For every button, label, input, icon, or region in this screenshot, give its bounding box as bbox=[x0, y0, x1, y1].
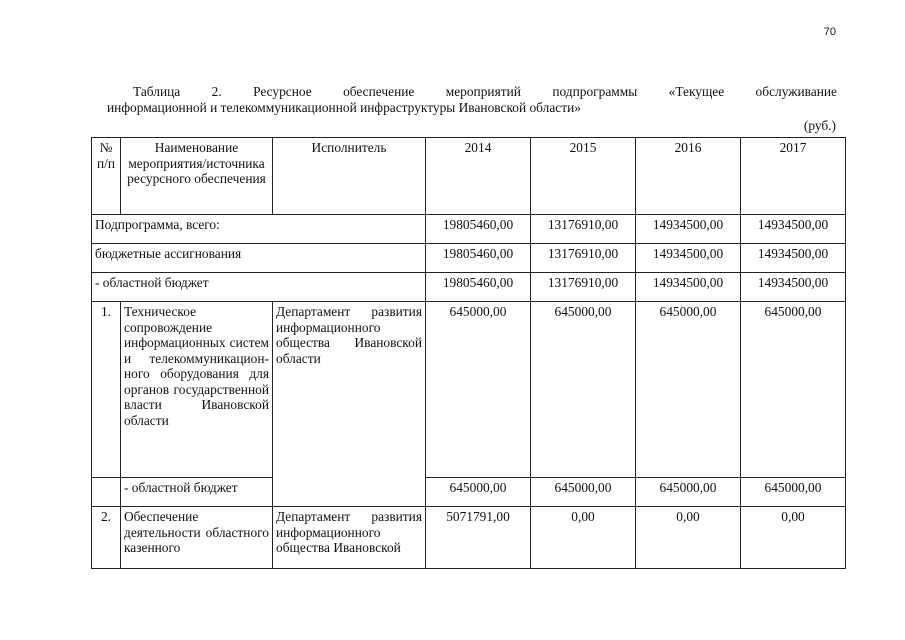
cell-2017: 645000,00 bbox=[741, 302, 846, 478]
row-label: Подпрограмма, всего: bbox=[92, 215, 426, 244]
header-2015: 2015 bbox=[531, 138, 636, 215]
item-number: 2. bbox=[92, 507, 121, 569]
header-2016: 2016 bbox=[636, 138, 741, 215]
row-label: - областной бюджет bbox=[121, 478, 273, 507]
cell-2017: 0,00 bbox=[741, 507, 846, 569]
row-subprogram-total bbox=[92, 215, 846, 244]
item-executor: Департамент развития информационного общества Ивановской bbox=[273, 507, 426, 569]
row-item-2 bbox=[92, 507, 846, 569]
cell-2014: 645000,00 bbox=[426, 302, 531, 478]
cell-2017: 14934500,00 bbox=[741, 215, 846, 244]
caption-line-2: информационной и телекоммуникационной инфраструктуры Ивановской области» bbox=[107, 100, 581, 115]
cell-2014: 19805460,00 bbox=[426, 244, 531, 273]
cell-2015: 645000,00 bbox=[531, 302, 636, 478]
page-number: 70 bbox=[823, 26, 836, 38]
cell-2017: 14934500,00 bbox=[741, 244, 846, 273]
item-number: 1. bbox=[92, 302, 121, 478]
cell-2016: 645000,00 bbox=[636, 478, 741, 507]
header-num: № п/п bbox=[92, 138, 121, 215]
cell-2015: 645000,00 bbox=[531, 478, 636, 507]
row-label: - областной бюджет bbox=[92, 273, 426, 302]
cell-2014: 19805460,00 bbox=[426, 215, 531, 244]
row-label: бюджетные ассигнования bbox=[92, 244, 426, 273]
unit-label: (руб.) bbox=[803, 118, 836, 133]
header-2017: 2017 bbox=[741, 138, 846, 215]
cell-2016: 14934500,00 bbox=[636, 244, 741, 273]
cell-2016: 14934500,00 bbox=[636, 215, 741, 244]
table-caption bbox=[107, 84, 837, 116]
cell-2017: 645000,00 bbox=[741, 478, 846, 507]
cell-2014: 645000,00 bbox=[426, 478, 531, 507]
cell-2015: 13176910,00 bbox=[531, 215, 636, 244]
cell-2016: 14934500,00 bbox=[636, 273, 741, 302]
cell-2016: 645000,00 bbox=[636, 302, 741, 478]
cell-2014: 19805460,00 bbox=[426, 273, 531, 302]
cell-2014: 5071791,00 bbox=[426, 507, 531, 569]
row-budget-allocations bbox=[92, 244, 846, 273]
cell-2017: 14934500,00 bbox=[741, 273, 846, 302]
cell-2016: 0,00 bbox=[636, 507, 741, 569]
item-name: Обеспечение деятельности областного казенного bbox=[121, 507, 273, 569]
cell-2015: 0,00 bbox=[531, 507, 636, 569]
row-regional-budget bbox=[92, 273, 846, 302]
item-name: Техническое сопровождение информационных систем и телекоммуникацион-ного оборудования для органов государственной власти Ивановской области bbox=[121, 302, 273, 478]
empty-cell bbox=[92, 478, 121, 507]
header-name: Наименование мероприятия/источника ресурсного обеспечения bbox=[121, 138, 273, 215]
cell-2015: 13176910,00 bbox=[531, 244, 636, 273]
caption-line-1: Таблица 2. Ресурсное обеспечение мероприятий подпрограммы «Текущее обслуживание bbox=[133, 84, 837, 99]
header-row bbox=[92, 138, 846, 215]
header-executor: Исполнитель bbox=[273, 138, 426, 215]
row-item-1 bbox=[92, 302, 846, 478]
item-executor: Департамент развития информационного общества Ивановской области bbox=[273, 302, 426, 507]
cell-2015: 13176910,00 bbox=[531, 273, 636, 302]
header-2014: 2014 bbox=[426, 138, 531, 215]
row-item-1-regional bbox=[92, 478, 846, 507]
resource-table bbox=[91, 137, 846, 569]
